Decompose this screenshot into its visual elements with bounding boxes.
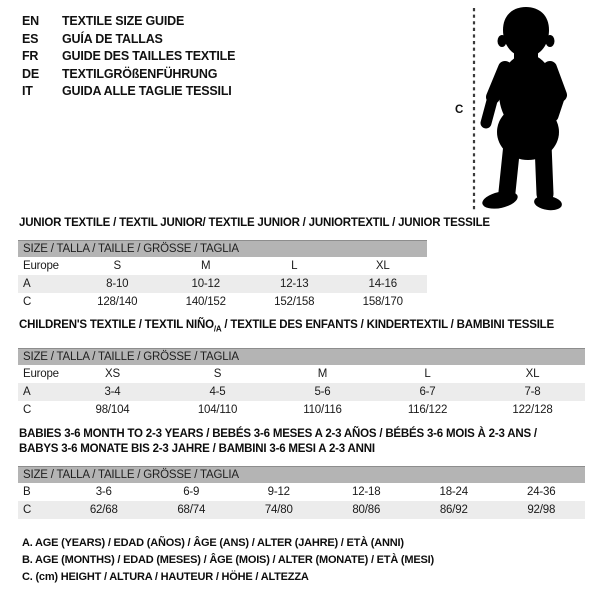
height-measure-figure	[452, 4, 600, 216]
lang-code: FR	[22, 49, 39, 63]
cell: XL	[525, 368, 540, 380]
size-header-row	[18, 467, 585, 484]
footnote-c: C. (cm) HEIGHT / ALTURA / HAUTEUR / HÖHE / ALTEZZA	[22, 571, 309, 583]
baby-silhouette-icon	[452, 4, 600, 216]
cell: 62/68	[60, 501, 148, 519]
cell: XS	[105, 368, 120, 380]
cell: 6-9	[183, 486, 200, 498]
cell: 128/140	[97, 296, 138, 308]
cell: 152/158	[274, 296, 315, 308]
height-measure-label: C	[455, 104, 464, 116]
cell: 80/86	[323, 501, 411, 519]
cell: 3-4	[60, 383, 165, 401]
cell: 10-12	[162, 275, 251, 293]
table-row	[18, 483, 585, 501]
cell: 140/152	[185, 296, 226, 308]
baby-silhouette	[481, 7, 563, 212]
cell: 86/92	[410, 501, 498, 519]
cell: S	[113, 260, 121, 272]
cell: 98/104	[95, 404, 130, 416]
lang-code: EN	[22, 14, 39, 28]
cell: 92/98	[498, 501, 586, 519]
cell: 12-18	[352, 486, 381, 498]
row-label: Europe	[23, 368, 59, 380]
childrens-textile-title	[19, 318, 554, 336]
cell: 3-6	[95, 486, 112, 498]
lang-text: GUÍA DE TALLAS	[62, 31, 163, 46]
cell: 158/170	[362, 296, 403, 308]
size-header-row	[18, 349, 585, 366]
junior-textile-table	[18, 240, 427, 311]
lang-text: GUIDE DES TAILLES TEXTILE	[62, 49, 236, 63]
table-row	[18, 401, 585, 419]
footnotes	[22, 535, 434, 586]
size-header-row	[18, 241, 427, 258]
lang-row-it	[22, 83, 235, 101]
lang-code: DE	[22, 66, 39, 81]
babies-textile-table	[18, 466, 585, 519]
cell: S	[213, 368, 222, 380]
junior-textile-title: JUNIOR TEXTILE / TEXTIL JUNIOR/ TEXTILE JUNIOR / JUNIORTEXTIL / JUNIOR TESSILE	[19, 217, 490, 229]
cell: 8-10	[73, 275, 162, 293]
cell: 12-13	[250, 275, 339, 293]
cell: 9-12	[267, 486, 290, 498]
lang-text: TEXTILGRÖßENFÜHRUNG	[62, 66, 218, 81]
lang-row-fr	[22, 48, 235, 66]
cell: 4-5	[165, 383, 270, 401]
lang-code: IT	[22, 84, 33, 98]
babies-title-line1: BABIES 3-6 MONTH TO 2-3 YEARS / BEBÉS 3-6 MESES A 2-3 AÑOS / BÉBÉS 3-6 MOIS À 2-3 ANS /	[19, 428, 537, 440]
lang-row-de	[22, 66, 235, 84]
cell: 7-8	[480, 383, 585, 401]
row-label: Europe	[23, 260, 59, 272]
lang-code: ES	[22, 31, 39, 46]
size-header-label: SIZE / TALLA / TAILLE / GRÖSSE / TAGLIA	[18, 349, 585, 366]
title-subscript: /A	[213, 324, 222, 334]
cell: L	[424, 368, 431, 380]
cell: 110/116	[303, 404, 342, 416]
cell: M	[201, 260, 211, 272]
cell: 6-7	[375, 383, 480, 401]
title-part: / TEXTILE DES ENFANTS / KINDERTEXTIL / BAMBINI TESSILE	[221, 319, 554, 331]
table-row	[18, 293, 427, 311]
table-row	[18, 501, 585, 519]
cell: 74/80	[235, 501, 323, 519]
cell: M	[317, 368, 328, 380]
footnote-b: B. AGE (MONTHS) / EDAD (MESES) / ÂGE (MOIS) / ALTER (MONATE) / ETÀ (MESI)	[22, 554, 434, 566]
table-row	[18, 383, 585, 401]
language-header	[22, 13, 235, 101]
babies-title-line2: BABYS 3-6 MONATE BIS 2-3 JAHRE / BAMBINI 3-6 MESI A 2-3 ANNI	[19, 443, 375, 455]
row-label: C	[23, 404, 32, 416]
cell: 68/74	[148, 501, 236, 519]
cell: 14-16	[339, 275, 428, 293]
lang-row-en	[22, 13, 235, 31]
babies-title	[19, 427, 537, 457]
row-label: C	[23, 296, 32, 308]
row-label: A	[18, 383, 60, 401]
cell: XL	[375, 260, 390, 272]
row-label: A	[18, 275, 73, 293]
cell: L	[291, 260, 298, 272]
table-row	[18, 257, 427, 275]
cell: 104/110	[197, 404, 238, 416]
row-label: C	[18, 501, 60, 519]
childrens-textile-table	[18, 348, 585, 419]
footnote-a: A. AGE (YEARS) / EDAD (AÑOS) / ÂGE (ANS) / ALTER (JAHRE) / ETÀ (ANNI)	[22, 537, 404, 549]
title-part: CHILDREN'S TEXTILE / TEXTIL NIÑO	[19, 319, 214, 331]
cell: 5-6	[270, 383, 375, 401]
table-row	[18, 365, 585, 383]
cell: 24-36	[527, 486, 556, 498]
lang-text: GUIDA ALLE TAGLIE TESSILI	[62, 84, 232, 98]
size-header-label: SIZE / TALLA / TAILLE / GRÖSSE / TAGLIA	[18, 467, 585, 484]
size-header-label: SIZE / TALLA / TAILLE / GRÖSSE / TAGLIA	[18, 241, 427, 258]
table-row	[18, 275, 427, 293]
lang-text: TEXTILE SIZE GUIDE	[62, 14, 185, 28]
cell: 122/128	[512, 404, 553, 416]
cell: 116/122	[407, 404, 448, 416]
lang-row-es	[22, 31, 235, 49]
cell: 18-24	[439, 486, 468, 498]
row-label: B	[23, 486, 31, 498]
